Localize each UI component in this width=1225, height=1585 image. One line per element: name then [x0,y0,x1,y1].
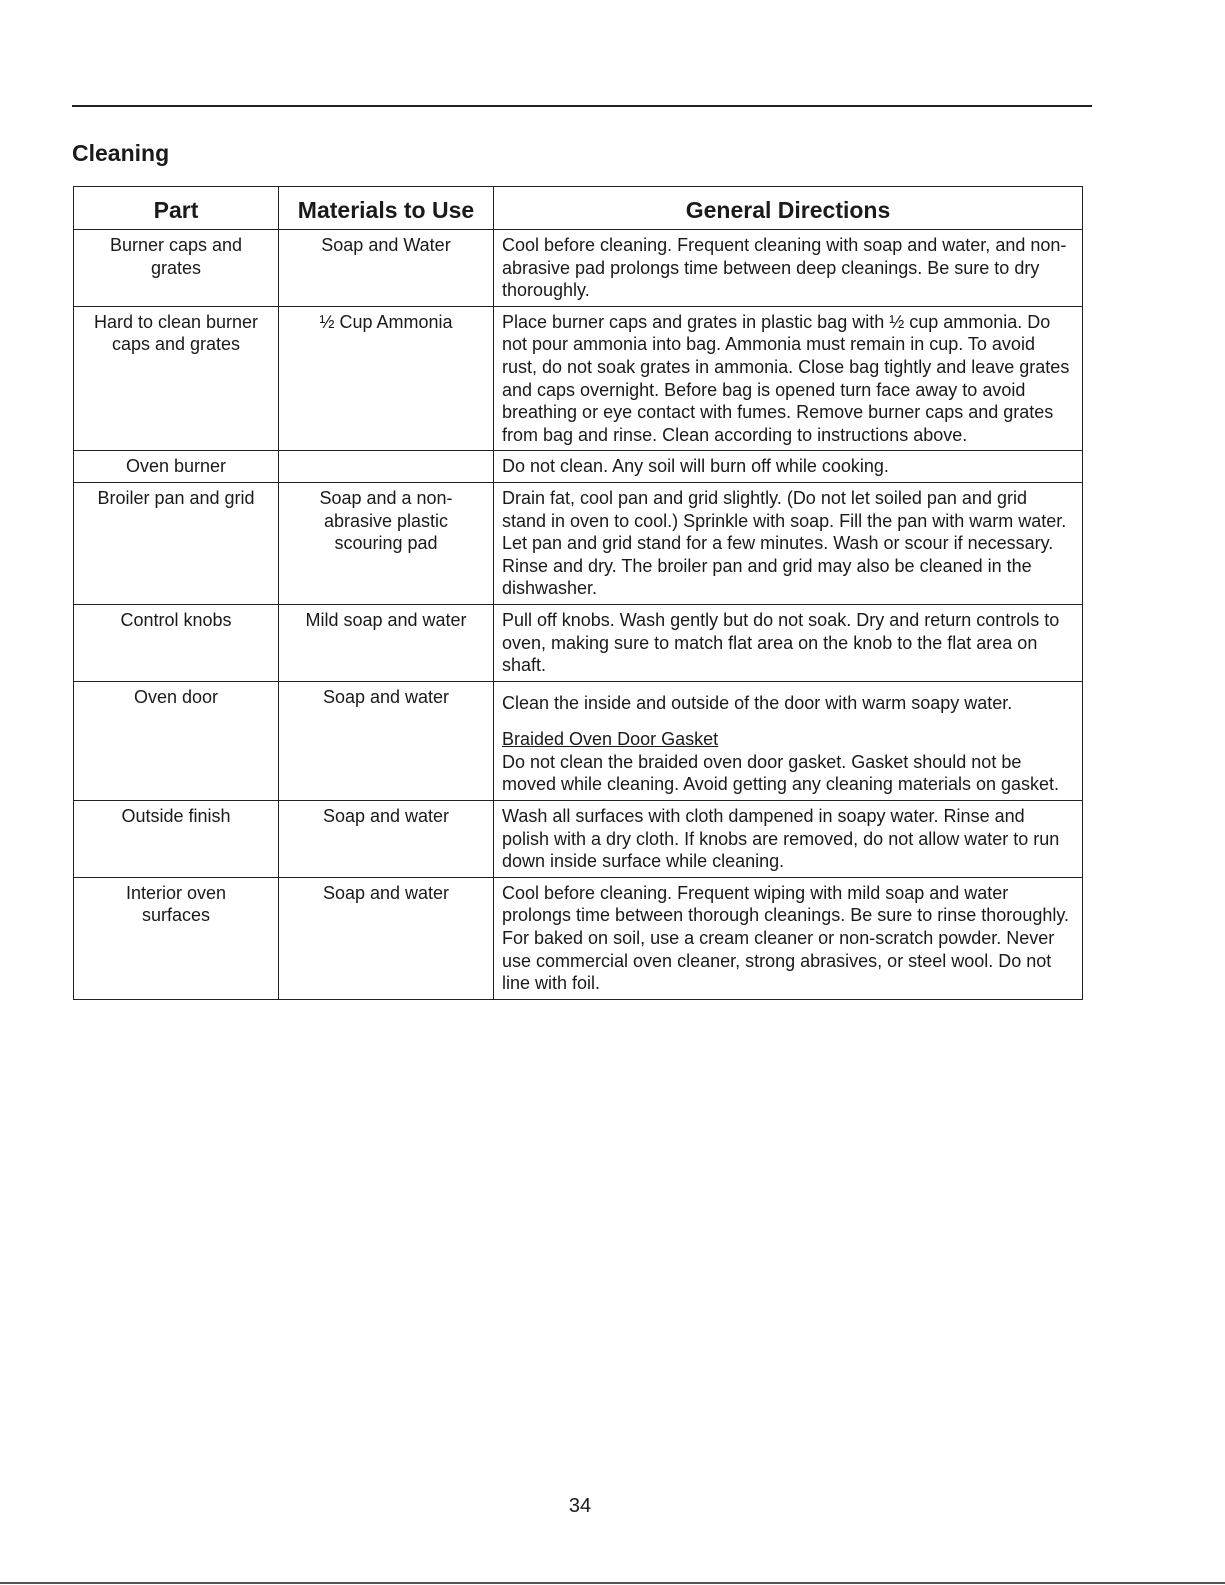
bottom-rule [0,1582,1225,1584]
directions-cell: Drain fat, cool pan and grid slightly. (Do not let soiled pan and grid stand in oven to cool.) Sprinkle with soap. Fill the pan with warm water. Let pan and grid stand for a few minutes. Wash or scour if necessary. Rinse and dry. The broiler pan and grid may also be cleaned in the dishwasher. [494,482,1083,604]
directions-cell: Do not clean. Any soil will burn off while cooking. [494,451,1083,483]
part-cell: Control knobs [74,604,279,681]
materials-cell: Soap and a non-abrasive plastic scouring pad [279,482,494,604]
top-rule [72,105,1092,107]
page-number: 34 [568,1495,592,1517]
part-cell: Oven burner [74,451,279,483]
directions-cell: Cool before cleaning. Frequent wiping with mild soap and water prolongs time between thorough cleanings. Be sure to rinse thoroughly. For baked on soil, use a cream cleaner or non-scratch powder. Never use commercial oven cleaner, strong abrasives, or steel wool. Do not line with foil. [494,877,1083,999]
table-row [74,451,1083,483]
header-directions: General Directions [494,187,1083,230]
header-materials: Materials to Use [279,187,494,230]
materials-cell: Soap and water [279,877,494,999]
part-cell: Outside finish [74,801,279,878]
table-row [74,604,1083,681]
materials-cell [279,451,494,483]
directions-cell: Place burner caps and grates in plastic bag with ½ cup ammonia. Do not pour ammonia into bag. Ammonia must remain in cup. To avoid rust, do not soak grates in ammonia. Close bag tightly and leave grates and caps overnight. Before bag is opened turn face away to avoid breathing or eye contact with fumes. Remove burner caps and grates from bag and rinse. Clean according to instructions above. [494,306,1083,451]
directions-cell [494,681,1083,800]
section-title: Cleaning [72,140,170,166]
table-header-row [74,187,1083,230]
materials-cell: Soap and water [279,681,494,800]
table-row [74,306,1083,451]
gasket-subheading: Braided Oven Door Gasket [502,729,719,750]
directions-cell: Cool before cleaning. Frequent cleaning with soap and water, and non-abrasive pad prolongs time between deep cleanings. Be sure to dry thoroughly. [494,230,1083,307]
part-cell: Hard to clean burner caps and grates [74,306,279,451]
directions-cell: Pull off knobs. Wash gently but do not soak. Dry and return controls to oven, making sure to match flat area on the knob to the flat area on shaft. [494,604,1083,681]
part-cell: Oven door [74,681,279,800]
materials-cell: Soap and water [279,801,494,878]
cleaning-table [73,186,1083,1000]
part-cell: Interior oven surfaces [74,877,279,999]
part-cell: Burner caps and grates [74,230,279,307]
table-row [74,877,1083,999]
materials-cell: Mild soap and water [279,604,494,681]
table-row [74,482,1083,604]
directions-cell: Wash all surfaces with cloth dampened in soapy water. Rinse and polish with a dry cloth. If knobs are removed, do not allow water to run down inside surface while cleaning. [494,801,1083,878]
materials-cell: ½ Cup Ammonia [279,306,494,451]
table-row [74,681,1083,800]
materials-cell: Soap and Water [279,230,494,307]
oven-door-directions: Clean the inside and outside of the door with warm soapy water. [502,692,1013,713]
part-cell: Broiler pan and grid [74,482,279,604]
gasket-text: Do not clean the braided oven door gasket. Gasket should not be moved while cleaning. Avoid getting any cleaning materials on gasket. [502,751,1060,795]
table-row [74,801,1083,878]
header-part: Part [74,187,279,230]
table-row [74,230,1083,307]
